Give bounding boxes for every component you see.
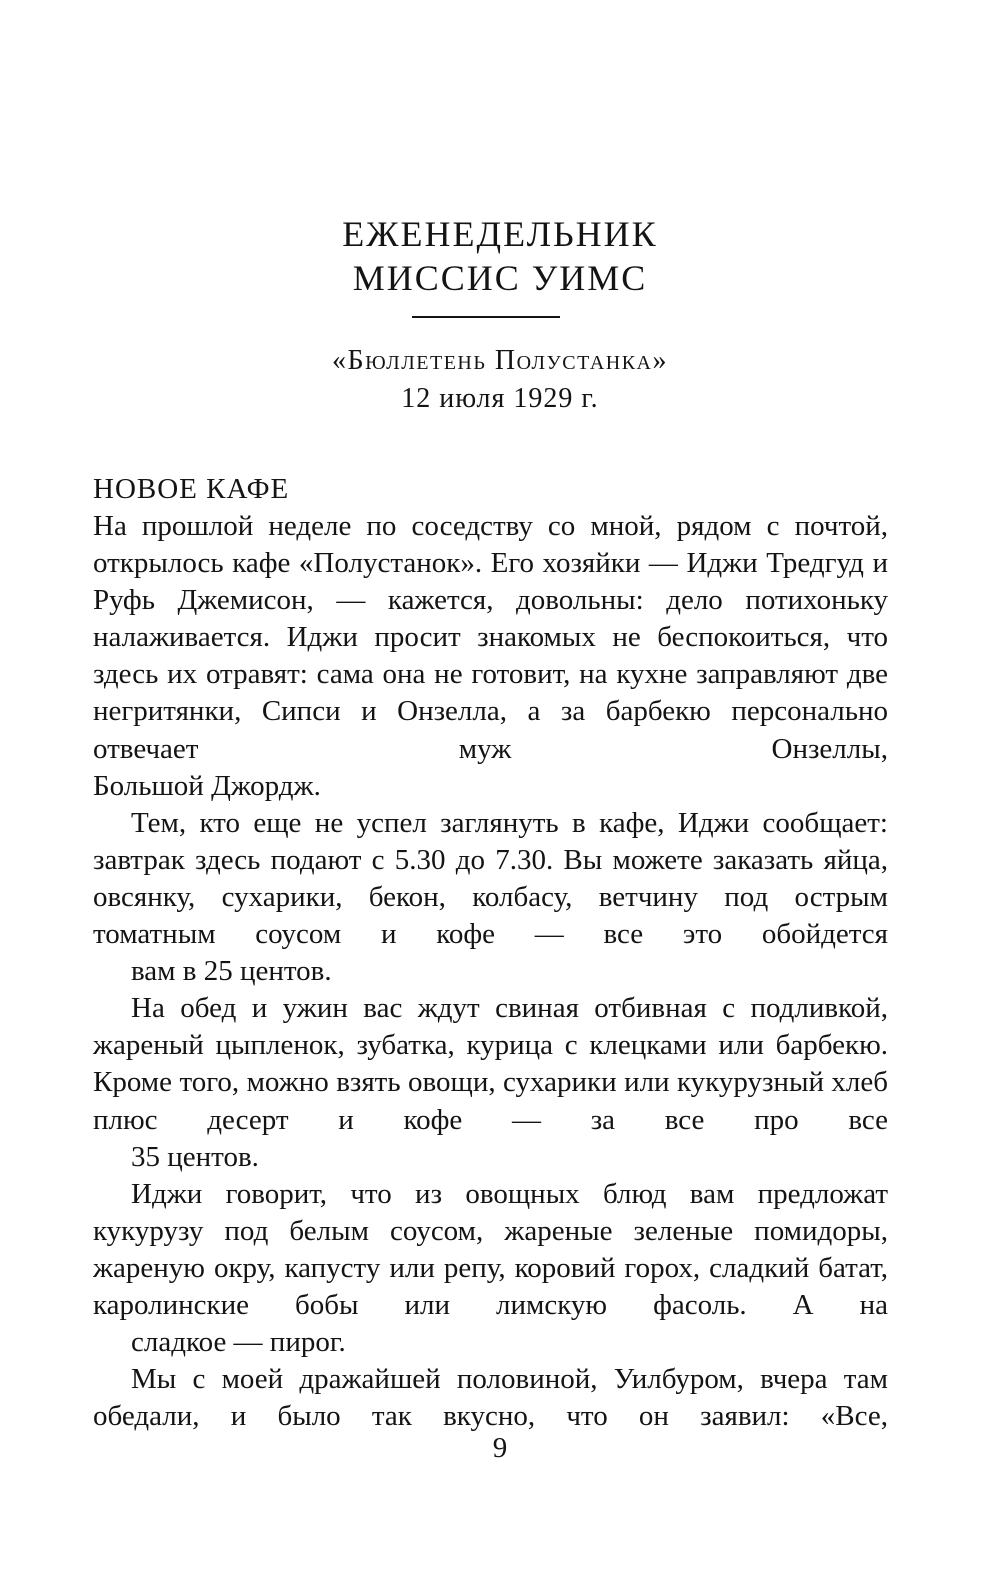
paragraph-body: Мы с моей дражайшей половиной, Уилбуром, вчера там обедали, и было так вкусно, что он заявил: «Все,: [93, 1363, 888, 1433]
paragraph-5: [93, 1361, 888, 1435]
paragraph-last-line: сладкое — пирог.: [131, 1326, 346, 1359]
issue-date: 12 июля 1929 г.: [401, 383, 599, 414]
section-heading: НОВОЕ КАФЕ: [93, 473, 290, 505]
paragraph-last-line: Большой Джордж.: [93, 769, 321, 802]
chapter-title-line-2: МИССИС УИМС: [352, 258, 648, 298]
article: [93, 470, 888, 1435]
paragraph-2: [93, 805, 888, 990]
paragraph-last-line: 35 центов.: [131, 1140, 259, 1173]
paragraph-body: На обед и ужин вас ждут свиная отбивная с подливкой, жареный цыпленок, зубатка, курица с клецками или барбекю. Кроме того, можно взять овощи, сухарики или кукурузный хлеб плюс десерт и кофе — за все про все: [93, 992, 888, 1136]
page-number: 9: [492, 1432, 508, 1464]
paragraph-last-line: вам в 25 центов.: [131, 955, 332, 988]
chapter-title: [0, 212, 1000, 300]
newspaper-name: «Бюллетень Полустанка»: [332, 345, 668, 376]
chapter-title-line-1: ЕЖЕНЕДЕЛЬНИК: [342, 214, 658, 254]
paragraph-4: [93, 1176, 888, 1361]
paragraph-1: [93, 508, 888, 805]
paragraph-body: Иджи говорит, что из овощных блюд вам предложат кукурузу под белым соусом, жареные зеленые помидоры, жареную окру, капусту или репу, коровий горох, сладкий батат, каролинские бобы или лимскую фасоль. А на: [93, 1177, 888, 1321]
title-divider: [412, 316, 560, 318]
paragraph-body: Тем, кто еще не успел заглянуть в кафе, Иджи сообщает: завтрак здесь подают с 5.30 до 7.30. Вы можете заказать яйца, овсянку, сухарики, бекон, колбасу, ветчину под острым томатным соусом и кофе — все это обойдется: [93, 806, 888, 951]
paragraph-body: На прошлой неделе по соседству со мной, рядом с почтой, открылось кафе «Полустанок». Его хозяйки — Иджи Тредгуд и Руфь Джемисон, — кажется, довольны: дело потихоньку налаживается. Иджи просит знакомых не беспокоиться, что здесь их отравят: сама она не готовит, на кухне заправляют две негритянки, Сипси и Онзелла, а за барбекю персонально отвечает муж Онзеллы,: [93, 510, 888, 765]
paragraph-3: [93, 990, 888, 1175]
source-block: [0, 342, 1000, 418]
